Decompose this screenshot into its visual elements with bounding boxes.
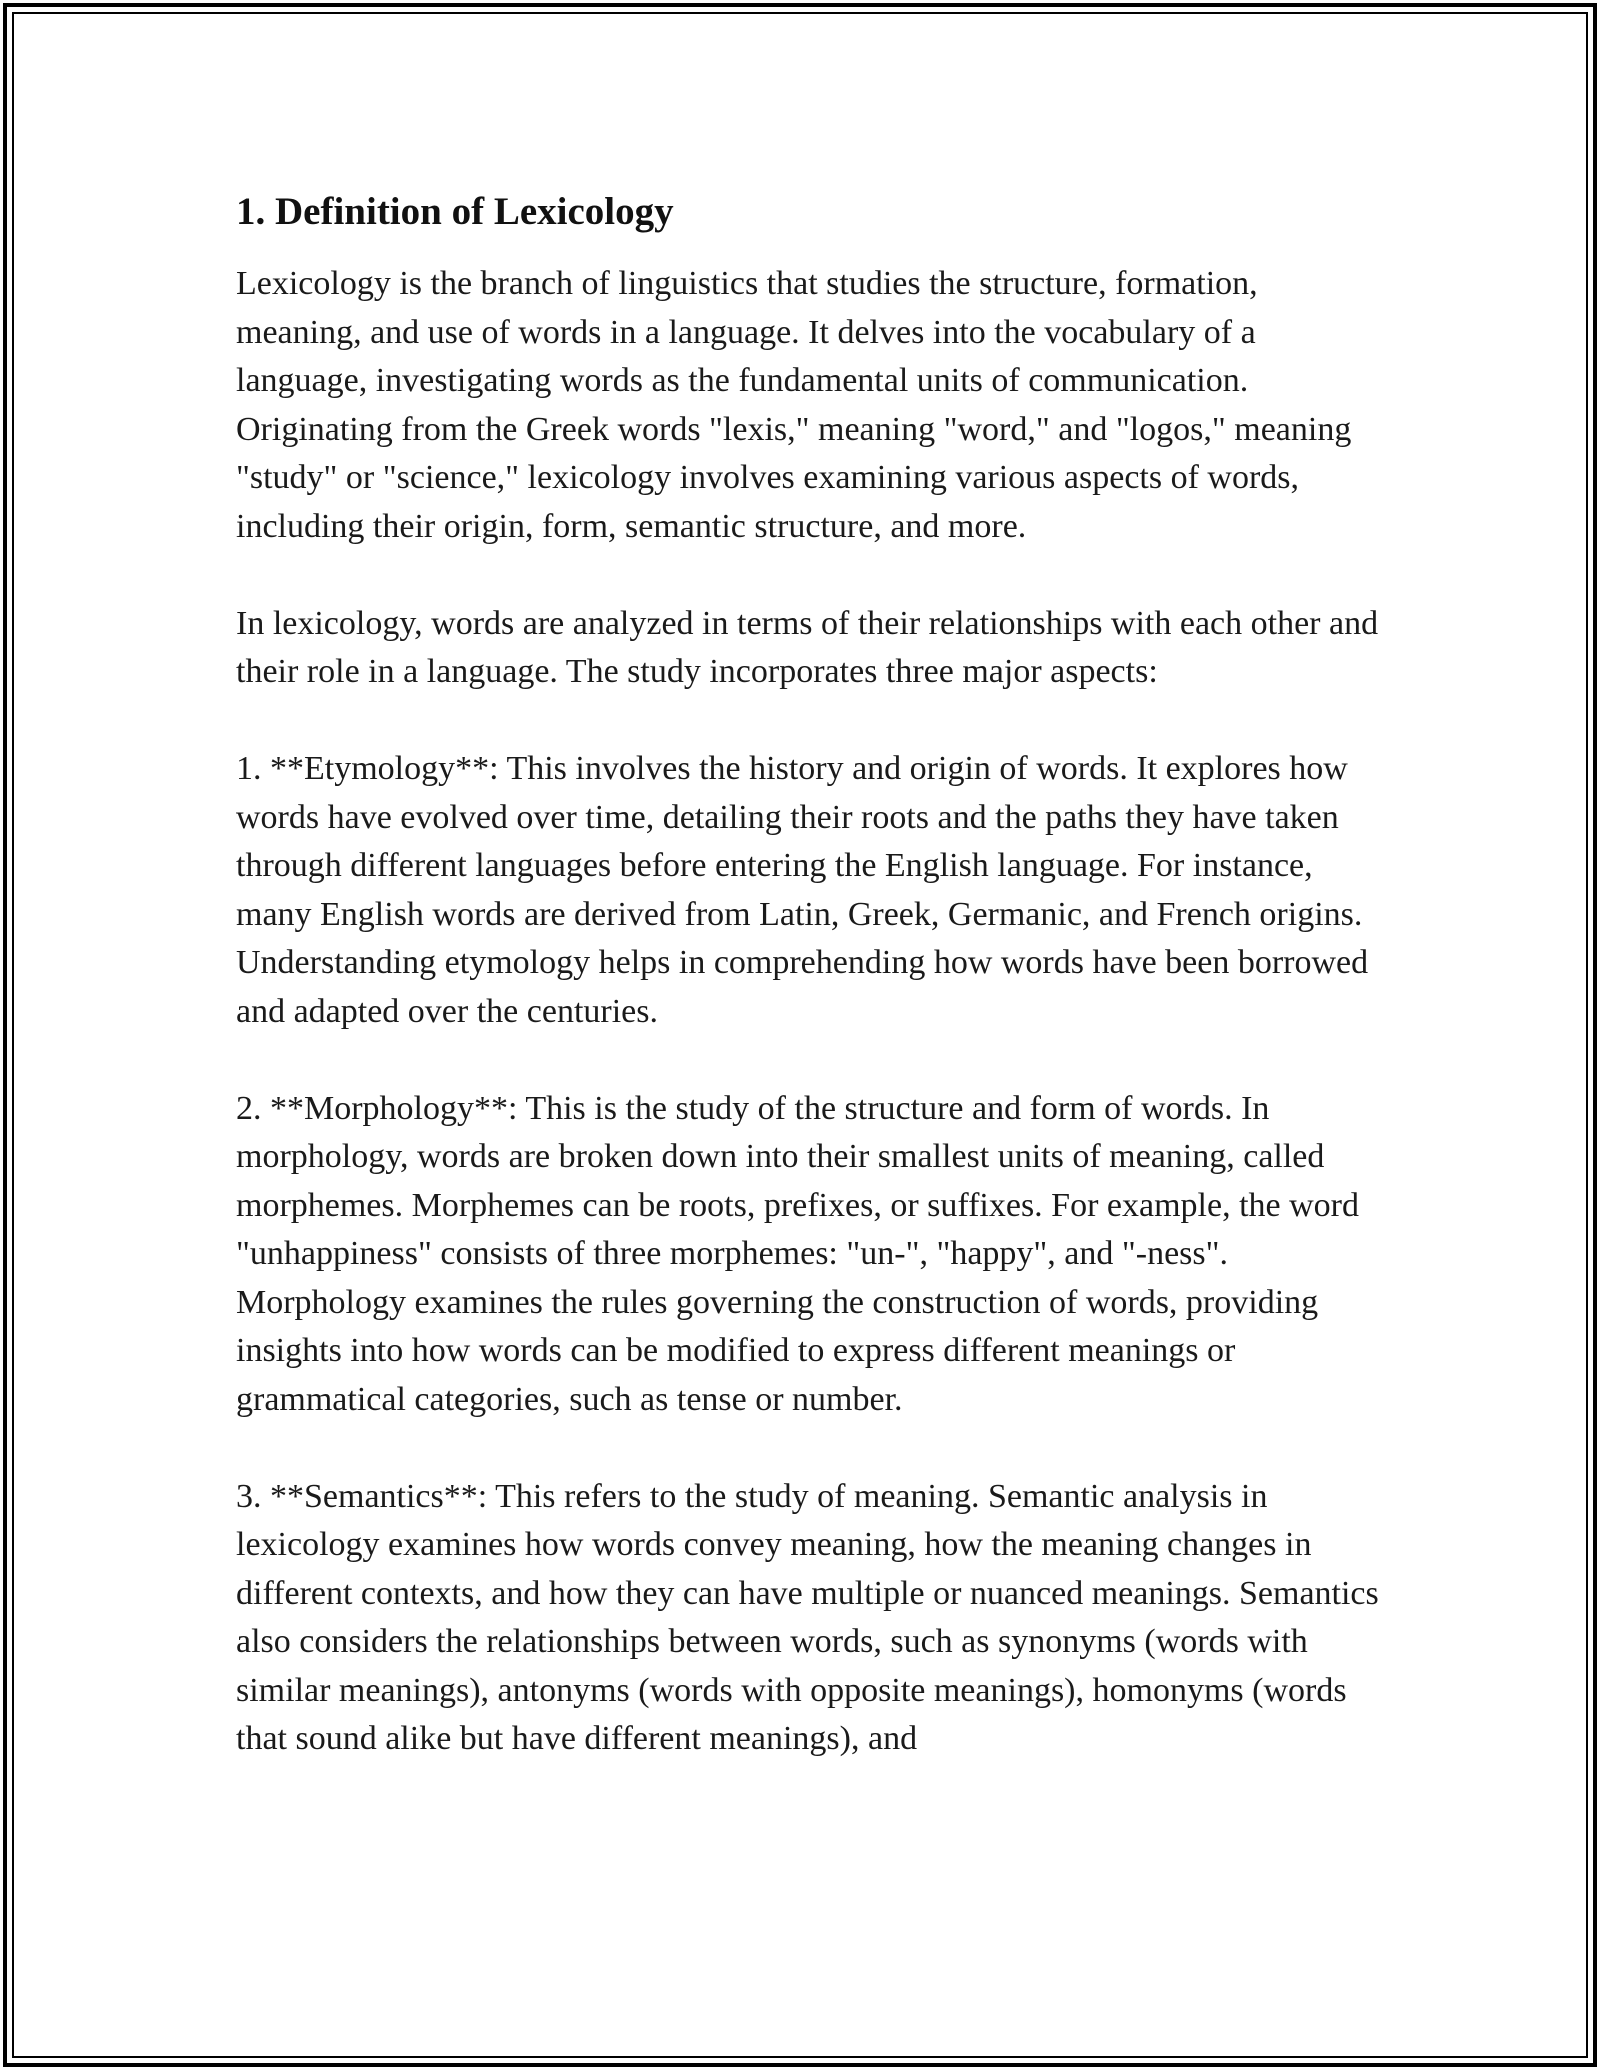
document-body (236, 186, 1386, 1812)
paragraph-semantics: 3. **Semantics**: This refers to the study of meaning. Semantic analysis in lexicology examines how words convey meaning, how the meaning changes in different contexts, and how they can have multiple or nuanced meanings. Semantics also considers the relationships between words, such as synonyms (words with similar meanings), antonyms (words with opposite meanings), homonyms (words that sound alike but have different meanings), and (236, 1477, 1379, 1757)
section-title: 1. Definition of Lexicology (236, 190, 674, 233)
paragraph-definition: Lexicology is the branch of linguistics that studies the structure, formation, meaning, and use of words in a language. It delves into the vocabulary of a language, investigating words as the fundamental units of communication. Originating from the Greek words "lexis," meaning "word," and "logos," meaning "study" or "science," lexicology involves examining various aspects of words, including their origin, form, semantic structure, and more. (236, 265, 1352, 545)
paragraph-morphology: 2. **Morphology**: This is the study of the structure and form of words. In morphology, words are broken down into their smallest units of meaning, called morphemes. Morphemes can be roots, prefixes, or suffixes. For example, the word "unhappiness" consists of three morphemes: "un-", "happy", and "-ness". Morphology examines the rules governing the construction of words, providing insights into how words can be modified to express different meanings or grammatical categories, such as tense or number. (236, 1089, 1359, 1418)
paragraph-aspects-intro: In lexicology, words are analyzed in terms of their relationships with each other and their role in a language. The study incorporates three major aspects: (236, 604, 1379, 690)
paragraph-etymology: 1. **Etymology**: This involves the history and origin of words. It explores how words have evolved over time, detailing their roots and the paths they have taken through different languages before entering the English language. For instance, many English words are derived from Latin, Greek, Germanic, and French origins. Understanding etymology helps in comprehending how words have been borrowed and adapted over the centuries. (236, 750, 1369, 1030)
